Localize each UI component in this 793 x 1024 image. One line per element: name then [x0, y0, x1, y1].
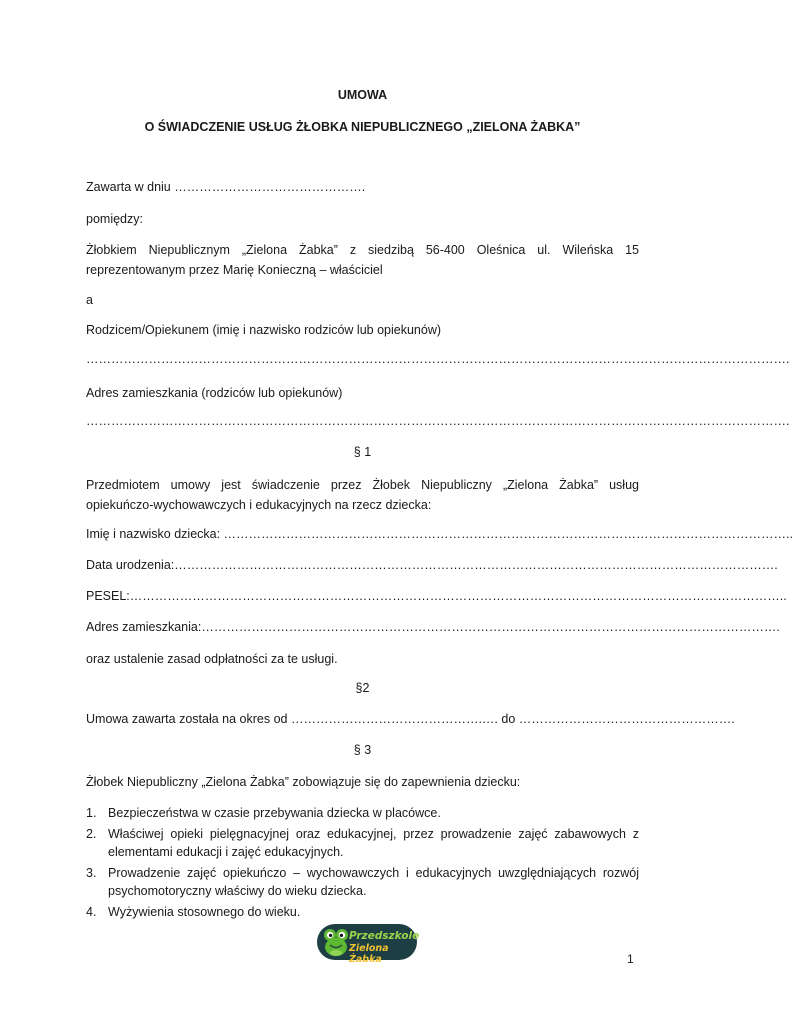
- child-name-line: Imię i nazwisko dziecka: ………………………………………………………………………………………………………………………..: [86, 527, 793, 541]
- list-item-text: Bezpieczeństwa w czasie przebywania dziecka w placówce.: [108, 806, 441, 820]
- frog-icon: [321, 926, 351, 958]
- and-label: a: [86, 293, 93, 307]
- obligations-list: [86, 804, 639, 924]
- fee-line: oraz ustalenie zasad odpłatności za te usługi.: [86, 652, 338, 666]
- list-item-number: 2.: [86, 827, 97, 841]
- document-subtitle: O ŚWIADCZENIE USŁUG ŻŁOBKA NIEPUBLICZNEGO „ZIELONA ŻABKA”: [144, 120, 581, 134]
- list-item: [86, 804, 639, 822]
- address-dots-line: …………………………………………………………………………………………………………………………………………………….: [86, 414, 790, 428]
- child-address-line: Adres zamieszkania:………………………………………………………………………………………………………………………….: [86, 620, 780, 634]
- between-label: pomiędzy:: [86, 212, 143, 226]
- document-title: UMOWA: [337, 88, 388, 102]
- list-item-text: Prowadzenie zajęć opiekuńczo – wychowawczych i edukacyjnych uwzględniających rozwój psychomotoryczny właściwy do wieku dziecka.: [108, 866, 639, 898]
- subject-paragraph: Przedmiotem umowy jest świadczenie przez Żłobek Niepubliczny „Zielona Żabka” usług opiekuńczo-wychowawczych i edukacyjnych na rzecz dziecka:: [86, 478, 639, 512]
- list-item-text: Właściwej opieki pielęgnacyjnej oraz edukacyjnej, przez prowadzenie zajęć zabawowych z elementami edukacji i zajęć edukacyjnych.: [108, 827, 639, 859]
- list-item-number: 3.: [86, 866, 97, 880]
- section-3-heading: § 3: [353, 743, 372, 757]
- list-item: [86, 864, 639, 900]
- list-item: [86, 903, 639, 921]
- address-label: Adres zamieszkania (rodziców lub opiekunów): [86, 386, 343, 400]
- logo-line-2: Zielona Żabka: [349, 943, 389, 965]
- parent-label: Rodzicem/Opiekunem (imię i nazwisko rodziców lub opiekunów): [86, 323, 442, 337]
- birth-date-line: Data urodzenia:……………………………………………………………………………………………………………………………….: [86, 558, 778, 572]
- date-line: Zawarta w dniu ……………………………………….: [86, 180, 366, 194]
- list-item: [86, 825, 639, 861]
- section-2-heading: §2: [355, 681, 370, 695]
- list-item-number: 1.: [86, 806, 97, 820]
- logo-line-1: Przedszkole: [349, 930, 420, 942]
- nursery-logo: [317, 924, 420, 965]
- nursery-party: Żłobkiem Niepublicznym „Zielona Żabka” z siedzibą 56-400 Oleśnica ul. Wileńska 15 reprezentowanym przez Marię Konieczną – właściciel: [86, 243, 639, 277]
- list-item-number: 4.: [86, 905, 97, 919]
- list-item-text: Wyżywienia stosownego do wieku.: [108, 905, 301, 919]
- parent-dots-line: …………………………………………………………………………………………………………………………………………………….: [86, 352, 790, 366]
- period-line: Umowa zawarta została na okres od ……………………………………….…. do …………………………………………….: [86, 712, 735, 726]
- obligation-intro: Żłobek Niepubliczny „Zielona Żabka” zobowiązuje się do zapewnienia dziecku:: [86, 775, 521, 789]
- section-1-heading: § 1: [353, 445, 372, 459]
- pesel-line: PESEL:…………………………………………………………………………………………………………………………………………..: [86, 589, 787, 603]
- page-number: 1: [627, 952, 634, 966]
